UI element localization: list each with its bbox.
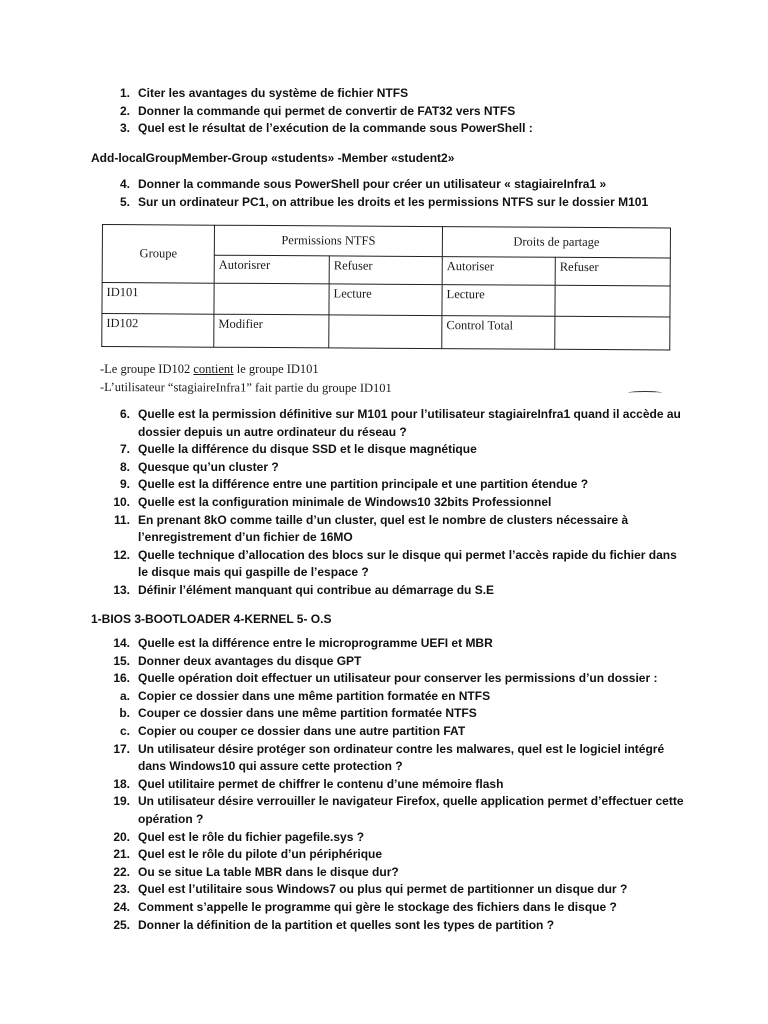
question-item: 14. Quelle est la différence entre le microprogramme UEFI et MBR (113, 636, 493, 650)
option-item: a. Copier ce dossier dans une même partition formatée en NTFS (119, 688, 491, 703)
question-list-14-25 (90, 635, 690, 934)
cell-partage-autoriser: Control Total (442, 315, 555, 349)
question-item: 3. Quel est le résultat de l’exécution de la commande sous PowerShell : (119, 121, 533, 136)
cell-ntfs-refuser (329, 315, 442, 349)
note-line-2: -L’utilisateur “stagiaireInfra1” fait partie du groupe ID101 (99, 380, 392, 396)
question-item: 9. Quelle est la différence entre une partition principale et une partition étendue ? (119, 477, 589, 492)
question-item: 17. Un utilisateur désire protéger son ordinateur contre les malwares, quel est le logiciel intégré dans Windows10 qui assure cette protection ? (113, 741, 665, 774)
cell-partage-refuser (555, 316, 670, 350)
note-line-1: -Le groupe ID102 contient le groupe ID101 (100, 362, 319, 376)
cell-groupe: ID101 (102, 283, 214, 314)
table-row (102, 283, 670, 317)
option-item: b. Couper ce dossier dans une même partition formatée NTFS (119, 706, 477, 721)
question-item: 15. Donner deux avantages du disque GPT (113, 653, 362, 668)
question-item: 7. Quelle la différence du disque SSD et le disque magnétique (119, 442, 477, 457)
cell-groupe: ID102 (102, 313, 214, 347)
question-item: 6. Quelle est la permission définitive sur M101 pour l’utilisateur stagiaireInfra1 quand il accède au dossier depuis un autre ordinateur du réseau ? (119, 407, 681, 439)
question-item: 13. Définir l’élément manquant qui contribue au démarrage du S.E (113, 582, 495, 597)
cell-ntfs-autoriser (214, 284, 329, 315)
question-item: 22. Ou se situe La table MBR dans le disque dur? (113, 864, 399, 879)
cell-partage-autoriser: Lecture (442, 285, 555, 316)
question-item: 23. Quel est l’utilitaire sous Windows7 ou plus qui permet de partitionner un disque dur ? (113, 882, 628, 897)
header-droits-partage: Droits de partage (442, 227, 670, 259)
question-item: 2. Donner la commande qui permet de convertir de FAT32 vers NTFS (119, 103, 516, 118)
boot-sequence: 1-BIOS 3-BOOTLOADER 4-KERNEL 5- O.S (91, 612, 332, 626)
header-permissions-ntfs: Permissions NTFS (214, 225, 442, 257)
question-item: 25. Donner la définition de la partition et quelles sont les types de partition ? (113, 917, 555, 932)
permissions-table-scan (102, 224, 670, 347)
cell-ntfs-autoriser: Modifier (214, 314, 329, 348)
question-list-1-3 (90, 85, 650, 138)
table-row (102, 313, 670, 350)
question-item: 16. Quelle opération doit effectuer un utilisateur pour conserver les permissions d’un dossier : (113, 671, 658, 686)
question-item: 1. Citer les avantages du système de fichier NTFS (119, 86, 409, 100)
subheader-partage-autoriser: Autoriser (442, 257, 555, 286)
question-item: 18. Quel utilitaire permet de chiffrer le contenu d’une mémoire flash (113, 776, 504, 791)
question-item: 12. Quelle technique d’allocation des blocs sur le disque qui permet l’accès rapide du fichier dans le disque mais qui gaspille de l’espace ? (113, 547, 677, 580)
subheader-partage-refuser: Refuser (555, 258, 670, 287)
subheader-ntfs-autoriser: Autorisrer (214, 255, 329, 284)
question-list-4-5 (90, 176, 690, 211)
question-list-6-13 (90, 406, 690, 600)
question-item: 24. Comment s’appelle le programme qui gère le stockage des fichiers dans le disque ? (113, 899, 617, 914)
powershell-command: Add-localGroupMember-Group «students» -Member «student2» (91, 151, 455, 165)
header-groupe: Groupe (102, 225, 214, 284)
question-item: 11. En prenant 8kO comme taille d’un cluster, quel est le nombre de clusters nécessaire à l’enregistrement d’un fichier de 16MO (113, 512, 629, 545)
question-item: 5. Sur un ordinateur PC1, on attribue les droits et les permissions NTFS sur le dossier M101 (119, 194, 649, 209)
option-item: c. Copier ou couper ce dossier dans une autre partition FAT (119, 723, 466, 738)
subheader-ntfs-refuser: Refuser (329, 256, 442, 285)
question-item: 10. Quelle est la configuration minimale de Windows10 32bits Professionnel (113, 494, 552, 509)
cell-partage-refuser (555, 286, 670, 317)
cell-ntfs-refuser: Lecture (329, 284, 442, 315)
question-item: 8. Quesque qu’un cluster ? (119, 459, 279, 474)
question-item: 4. Donner la commande sous PowerShell pour créer un utilisateur « stagiaireInfra1 » (119, 177, 607, 191)
scan-notes (100, 360, 520, 396)
question-item: 21. Quel est le rôle du pilote d’un périphérique (113, 847, 383, 862)
pen-mark (628, 391, 662, 395)
permissions-table (101, 224, 671, 350)
question-item: 19. Un utilisateur désire verrouiller le navigateur Firefox, quelle application permet d’effectuer cette opération ? (113, 794, 684, 826)
question-item: 20. Quel est le rôle du fichier pagefile.sys ? (113, 829, 365, 844)
